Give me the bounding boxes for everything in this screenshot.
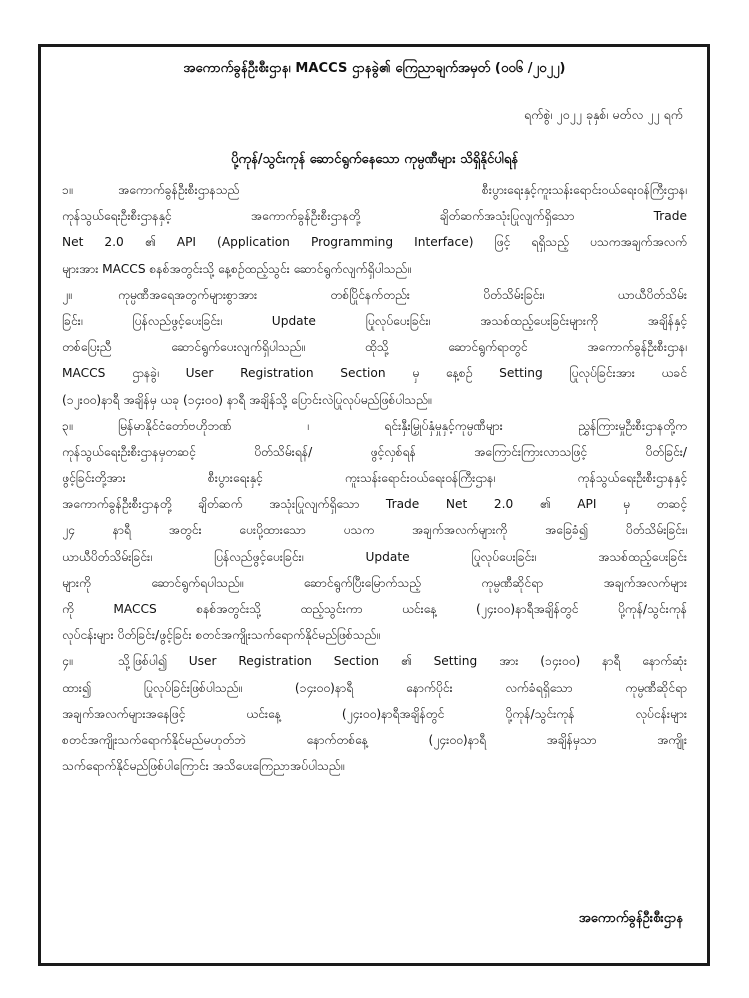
line-text: သို့ဖြစ်ပါ၍ User Registration Section ၏ Setting အား (၁၄း၀၀) နာရီ နောက်ဆုံး — [118, 654, 687, 669]
paragraph-number: ၃။ — [62, 418, 73, 433]
announcement-date: ရက်စွဲ၊ ၂၀၂၂ ခုနှစ်၊ မတ်လ ၂၂ ရက် — [524, 107, 683, 122]
paragraph-line: အချက်အလက်များအနေဖြင့် ယင်းနေ့ (၂၄း၀၀)နာရီအချိန်တွင် ပို့ကုန်/သွင်းကုန် လုပ်ငန်းများ — [62, 706, 687, 721]
paragraph-line: Net 2.0 ၏ API (Application Programming Interface) ဖြင့် ရရှိသည့် ပသကအချက်အလက် — [62, 235, 687, 250]
paragraph-line: ထား၍ ပြုလုပ်ခြင်းဖြစ်ပါသည်။ (၁၄း၀၀)နာရီ နောက်ပိုင်း လက်ခံရရှိသော ကုမ္ပဏီဆိုင်ရာ — [62, 680, 687, 695]
paragraph-line: တစ်ပြေးညီ ဆောင်ရွက်ပေးလျက်ရှိပါသည်။ ထိုသို့ ဆောင်ရွက်ရာတွင် အကောက်ခွန်ဦးစီးဌာန၊ — [62, 340, 687, 355]
paragraph-line: ယာယီပိတ်သိမ်းခြင်း၊ ပြန်လည်ဖွင့်ပေးခြင်း၊ Update ပြုလုပ်ပေးခြင်း၊ အသစ်ထည့်ပေးခြင်း — [62, 549, 687, 564]
announcement-subject: ပို့ကုန်/သွင်းကုန် ဆောင်ရွက်နေသော ကုမ္ပဏီများ သိရှိနိုင်ပါရန် — [230, 152, 519, 167]
paragraph-line: ကုန်သွယ်ရေးဦးစီးဌာနမှတဆင့် ပိတ်သိမ်းရန်/ ဖွင့်လှစ်ရန် အကြောင်းကြားလာသဖြင့် ပိတ်ခြင်း/ — [62, 444, 687, 459]
paragraph-1 — [62, 177, 687, 282]
paragraph-line: ၂၄ နာရီ အတွင်း ပေးပို့ထားသော ပသက အချက်အလက်များကို အခြေခံ၍ ပိတ်သိမ်းခြင်း၊ — [62, 523, 687, 538]
paragraph-number: ၂။ — [62, 287, 72, 302]
paragraph-number: ၁။ — [62, 183, 73, 197]
paragraph-line: MACCS ဌာနခွဲ၊ User Registration Section မှ နေ့စဉ် Setting ပြုလုပ်ခြင်းအား ယခင် — [62, 366, 687, 381]
paragraph-line: ကုန်သွယ်ရေးဦးစီးဌာနနှင့် အကောက်ခွန်ဦးစီးဌာနတို့ ချိတ်ဆက်အသုံးပြုလျက်ရှိသော Trade — [62, 209, 687, 224]
paragraph-line — [62, 413, 687, 439]
paragraph-line: များအား MACCS စနစ်အတွင်းသို့ နေ့စဉ်ထည့်သွင်း ဆောင်ရွက်လျက်ရှိပါသည်။ — [62, 261, 411, 276]
paragraph-4 — [62, 648, 687, 779]
paragraph-line: ခြင်း၊ ပြန်လည်ဖွင့်ပေးခြင်း၊ Update ပြုလုပ်ပေးခြင်း၊ အသစ်ထည့်ပေးခြင်းများကို အချိန်နှင့် — [62, 313, 687, 328]
line-text: အကောက်ခွန်ဦးစီးဌာနသည် စီးပွားရေးနှင့်ကူးသန်းရောင်းဝယ်ရေးဝန်ကြီးဌာန၊ — [118, 183, 687, 197]
paragraph-number: ၄။ — [62, 654, 73, 669]
paragraph-line — [62, 282, 687, 308]
paragraph-line: လုပ်ငန်းများ ပိတ်ခြင်း/ဖွင့်ခြင်း စတင်အကျိုးသက်ရောက်နိုင်မည်ဖြစ်သည်။ — [62, 628, 380, 643]
paragraph-line: ကို MACCS စနစ်အတွင်းသို့ ထည့်သွင်းကာ ယင်းနေ့ (၂၄း၀၀)နာရီအချိန်တွင် ပို့ကုန်/သွင်းကုန် — [62, 602, 687, 616]
line-text: ကုမ္ပဏီအရေအတွက်များစွာအား တစ်ပြိုင်နက်တည်း ပိတ်သိမ်းခြင်း၊ ယာယီပိတ်သိမ်း — [118, 287, 687, 302]
paragraph-2 — [62, 282, 687, 413]
announcement-title: အကောက်ခွန်ဦးစီးဌာန၊ MACCS ဌာနခွဲ၏ ကြေညာချက်အမှတ် (၀၀၆ /၂၀၂၂) — [183, 61, 566, 76]
paragraph-line: ဖွင့်ခြင်းတို့အား စီးပွားရေးနှင့် ကူးသန်းရောင်းဝယ်ရေးဝန်ကြီးဌာန၊ ကုန်သွယ်ရေးဦးစီးဌာနနှင့် — [62, 471, 687, 486]
paragraph-line — [62, 648, 687, 674]
paragraph-line: သက်ရောက်နိုင်မည်ဖြစ်ပါကြောင်း အသိပေးကြေညာအပ်ပါသည်။ — [62, 759, 345, 774]
paragraph-line: အကောက်ခွန်ဦးစီးဌာနတို့ ချိတ်ဆက် အသုံးပြုလျက်ရှိသော Trade Net 2.0 ၏ API မှ တဆင့် — [62, 497, 687, 512]
paragraph-3 — [62, 413, 687, 649]
signature-department: အကောက်ခွန်ဦးစီးဌာန — [578, 911, 683, 926]
paragraph-line — [62, 177, 687, 203]
paragraph-line: များကို ဆောင်ရွက်ရပါသည်။ ဆောင်ရွက်ပြီးမြောက်သည့် ကုမ္ပဏီဆိုင်ရာ အချက်အလက်များ — [62, 575, 687, 590]
announcement-body — [62, 177, 687, 779]
paragraph-line: (၁၂း၀၀)နာရီ အချိန်မှ ယခု (၁၄း၀၀) နာရီ အချိန်သို့ ပြောင်းလဲပြုလုပ်မည်ဖြစ်ပါသည်။ — [62, 392, 432, 407]
paragraph-line: စတင်အကျိုးသက်ရောက်နိုင်မည်မဟုတ်ဘဲ နောက်တစ်နေ့ (၂၄း၀၀)နာရီ အချိန်မှသာ အကျိုး — [62, 732, 687, 747]
line-text: မြန်မာနိုင်ငံတော်ဗဟိုဘဏ် ၊ ရင်းနှီးမြှုပ်နှံမှုနှင့်ကုမ္ပဏီများ ညွှန်ကြားမှုဦးစီးဌာနတို့က — [118, 418, 687, 433]
